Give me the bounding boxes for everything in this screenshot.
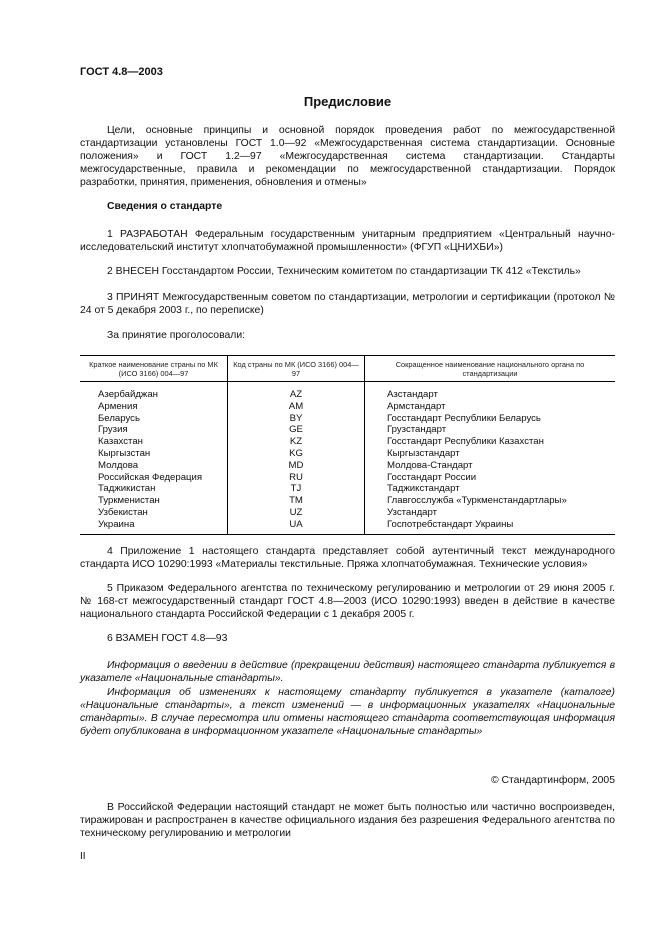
country-name-cell: Молдова — [98, 459, 139, 471]
document-code-header: ГОСТ 4.8—2003 — [80, 66, 163, 78]
country-name-cell: Казахстан — [98, 436, 143, 448]
standards-body-cell: Госстандарт России — [365, 472, 616, 484]
table-row — [80, 424, 615, 436]
standards-body-cell: Узстандарт — [365, 507, 616, 519]
item-3-paragraph: 3 ПРИНЯТ Межгосударственным советом по стандартизации, метрологии и сертификации (протокол № 24 от 5 декабря 2003 г., по переписке) — [80, 292, 615, 316]
standards-body-cell: Азстандарт — [365, 382, 616, 401]
intro-paragraph: Цели, основные принципы и основной порядок проведения работ по межгосударственной стандартизации установлены ГОСТ 1.0—92 «Межгосударственная система стандартизации. Основные положения» и ГОСТ 1.2—97 «Межгосударственная система стандартизации. Стандарты межгосударственные, правила и рекомендации по межгосударственной стандартизации. Порядок разработки, принятия, применения, обновления и отмены» — [80, 125, 615, 188]
standards-body-cell: Грузстандарт — [365, 424, 616, 436]
country-name-cell: Армения — [98, 400, 138, 412]
country-name-cell: Грузия — [98, 424, 128, 436]
country-name-cell: Таджикистан — [98, 483, 156, 495]
page-number: II — [80, 851, 86, 862]
country-code-cell: AM — [228, 401, 365, 413]
country-name-cell: Беларусь — [98, 412, 140, 424]
country-code-cell: UZ — [228, 507, 365, 519]
reproduction-notice: В Российской Федерации настоящий стандарт не может быть полностью или частично воспроизведен, тиражирован и распространен в качестве официального издания без разрешения Федерального агентства по техническому регулированию и метрологии — [80, 802, 615, 839]
voting-table — [80, 355, 615, 535]
table-row — [80, 401, 615, 413]
country-code-cell: KG — [228, 448, 365, 460]
country-code-cell: RU — [228, 472, 365, 484]
country-name-cell: Кыргызстан — [98, 447, 151, 459]
country-code-cell: TJ — [228, 483, 365, 495]
country-name-cell: Туркменистан — [98, 495, 160, 507]
standards-body-cell: Таджикстандарт — [365, 483, 616, 495]
copyright-line: © Стандартинформ, 2005 — [490, 775, 615, 786]
section-title: Сведения о стандарте — [107, 201, 223, 212]
item-6-paragraph: 6 ВЗАМЕН ГОСТ 4.8—93 — [107, 633, 228, 644]
table-row — [80, 460, 615, 472]
item-4-paragraph: 4 Приложение 1 настоящего стандарта представляет собой аутентичный текст международного стандарта ИСО 10290:1993 «Материалы текстильные. Пряжа хлопчатобумажная. Технические условия» — [80, 546, 615, 570]
country-code-cell: MD — [228, 460, 365, 472]
vote-intro: За принятие проголосовали: — [107, 330, 246, 341]
country-code-cell: KZ — [228, 436, 365, 448]
page-title: Предисловие — [303, 94, 392, 109]
table-body — [80, 382, 615, 535]
standards-body-cell: Госстандарт Республики Казахстан — [365, 436, 616, 448]
item-2-paragraph: 2 ВНЕСЕН Госстандартом России, Техническим комитетом по стандартизации ТК 412 «Текстиль» — [107, 266, 581, 277]
table-header-row — [80, 356, 615, 382]
standards-body-cell: Главгосслужба «Туркменстандартлары» — [365, 495, 616, 507]
table-row — [80, 413, 615, 425]
table-row — [80, 436, 615, 448]
country-name-cell: Узбекистан — [98, 506, 148, 518]
table-row — [80, 495, 615, 507]
country-code-cell: UA — [228, 519, 365, 534]
item-1-paragraph: 1 РАЗРАБОТАН Федеральным государственным унитарным предприятием «Центральный научно-исследовательский институт хлопчатобумажной промышленности» (ФГУП «ЦНИХБИ») — [80, 229, 615, 253]
country-name-cell: Российская Федерация — [98, 471, 203, 483]
country-code-cell: GE — [228, 424, 365, 436]
standards-body-cell: Кыргызстандарт — [365, 448, 616, 460]
table-row — [80, 507, 615, 519]
header-country-name: Краткое наименование страны по МК (ИСО 3166) 004—97 — [80, 356, 228, 382]
country-name-cell: Украина — [80, 519, 228, 534]
country-code-cell: AZ — [228, 382, 365, 401]
standards-body-cell: Госстандарт Республики Беларусь — [365, 413, 616, 425]
table-row — [80, 483, 615, 495]
table-row — [80, 472, 615, 484]
standards-body-cell: Госпотребстандарт Украины — [365, 519, 616, 534]
standards-body-cell: Молдова-Стандарт — [365, 460, 616, 472]
country-name-cell: Азербайджан — [98, 389, 158, 400]
table-row — [80, 448, 615, 460]
table-row — [80, 382, 615, 401]
country-code-cell: TM — [228, 495, 365, 507]
header-country-code: Код страны по МК (ИСО 3166) 004—97 — [228, 356, 365, 382]
info-paragraph-2: Информация об изменениях к настоящему стандарту публикуется в указателе (каталоге) «Национальные стандарты», а текст изменений — в информационных указателях «Национальные стандарты». В случае пересмотра или отмены настоящего стандарта соответствующая информация будет опубликована в информационном указателе «Национальные стандарты» — [80, 687, 615, 737]
info-paragraph-1: Информация о введении в действие (прекращении действия) настоящего стандарта публикуется в указателе «Национальные стандарты». — [80, 660, 615, 684]
standards-body-cell: Армстандарт — [365, 401, 616, 413]
header-standards-body: Сокращенное наименование национального органа по стандартизации — [365, 356, 616, 382]
item-5-paragraph: 5 Приказом Федерального агентства по техническому регулированию и метрологии от 29 июня 2005 г. № 168-ст межгосударственный стандарт ГОСТ 4.8—2003 (ИСО 10290:1993) введен в действие в качестве национального стандарта Российской Федерации с 1 декабря 2005 г. — [80, 583, 615, 620]
table-row — [80, 519, 615, 534]
country-code-cell: BY — [228, 413, 365, 425]
